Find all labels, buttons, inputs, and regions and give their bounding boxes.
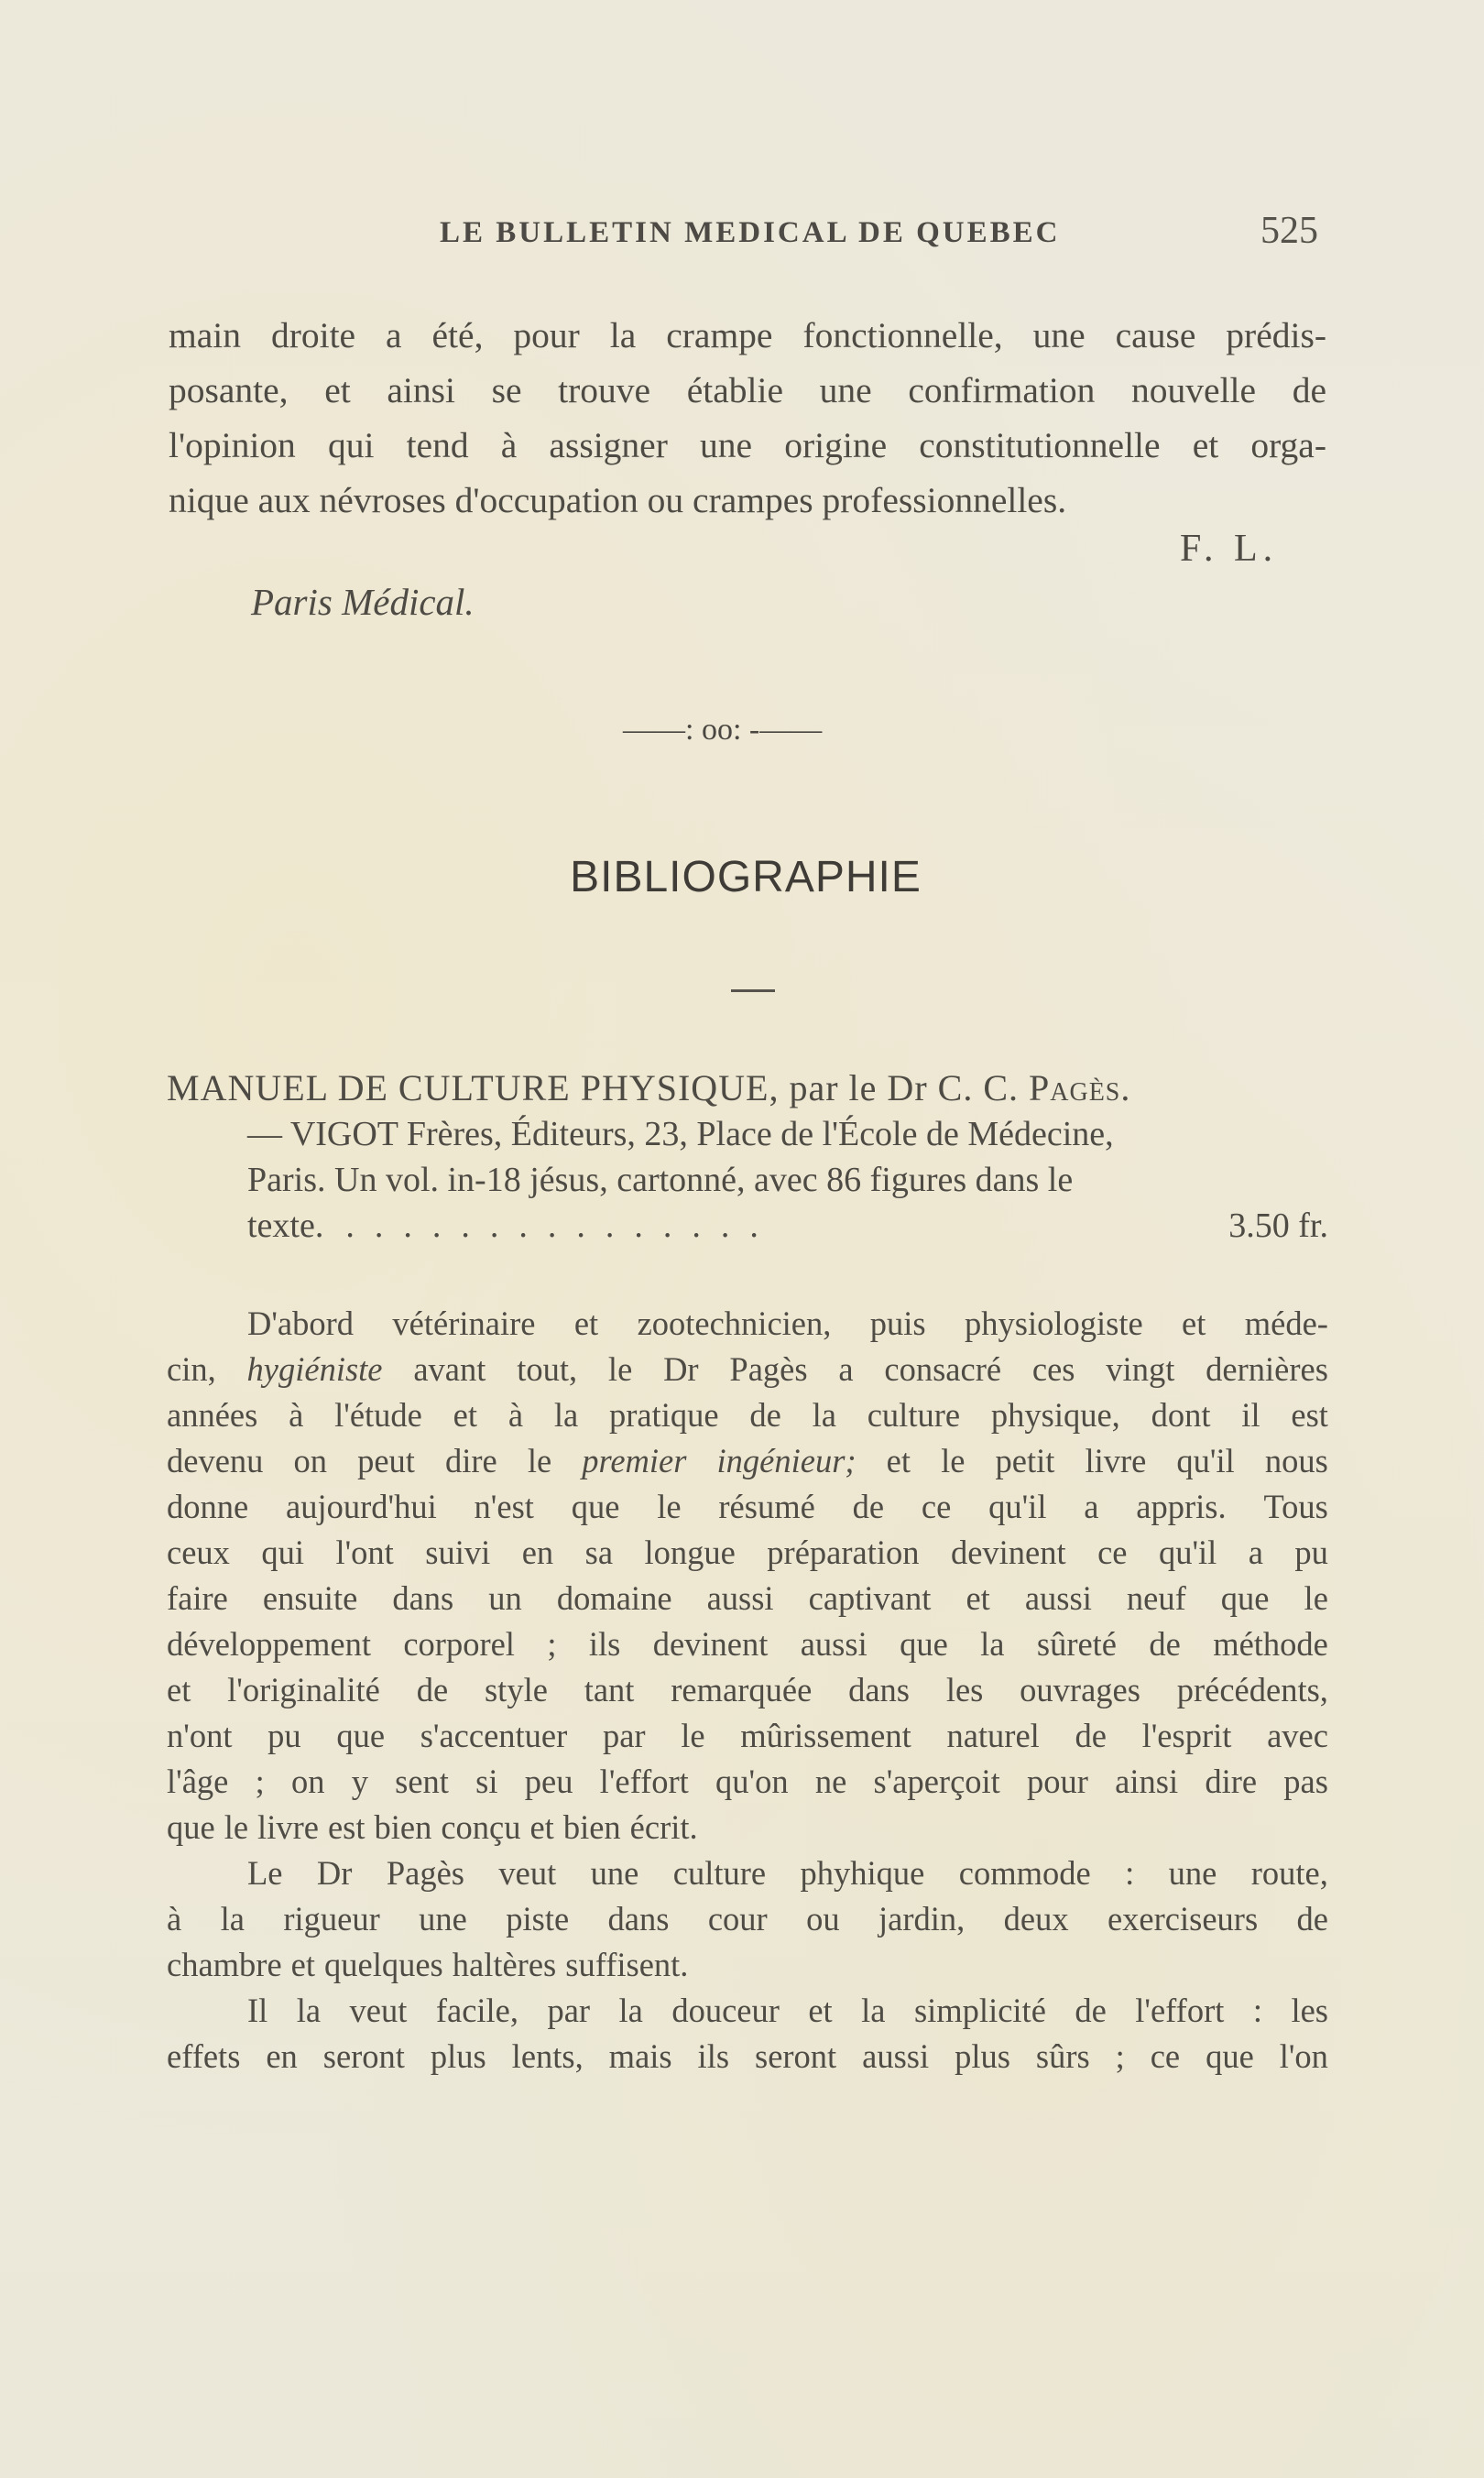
review-line: années à l'étude et à la pratique de la culture physique, dont il est xyxy=(167,1396,1328,1434)
review-line: développement corporel ; ils devinent aussi que la sûreté de méthode xyxy=(167,1625,1328,1663)
section-divider: ——: oo: -—— xyxy=(623,713,823,747)
running-head xyxy=(0,209,1484,264)
entry-line: Paris. Un vol. in-18 jésus, cartonné, avec 86 figures dans le xyxy=(247,1161,1074,1199)
entry-text: texte. xyxy=(247,1206,324,1245)
review-line: devenu on peut dire le premier ingénieur; et le petit livre qu'il nous xyxy=(167,1442,1328,1479)
page-number: 525 xyxy=(1260,210,1318,252)
section-title: BIBLIOGRAPHIE xyxy=(570,853,922,901)
entry-line xyxy=(167,1203,1328,1249)
review-line: n'ont pu que s'accentuer par le mûrissement naturel de l'esprit avec xyxy=(167,1717,1328,1754)
text-line: nique aux névroses d'occupation ou crampes professionnelles. xyxy=(169,480,1067,520)
signature: F. L. xyxy=(1180,528,1279,570)
book-author: Pagès. xyxy=(1029,1067,1131,1108)
review-line: et l'originalité de style tant remarquée dans les ouvrages précédents, xyxy=(167,1671,1328,1708)
review-line: donne aujourd'hui n'est que le résumé de ce qu'il a appris. Tous xyxy=(167,1488,1328,1525)
review-line: l'âge ; on y sent si peu l'effort qu'on ne s'aperçoit pour ainsi dire pas xyxy=(167,1763,1328,1800)
review-line: chambre et quelques haltères suffisent. xyxy=(167,1946,689,1983)
text-line: l'opinion qui tend à assigner une origine constitutionnelle et orga- xyxy=(169,425,1326,465)
review-line: cin, hygiéniste avant tout, le Dr Pagès a consacré ces vingt dernières xyxy=(167,1350,1328,1388)
review-text xyxy=(167,1301,1328,2080)
review-line: Le Dr Pagès veut une culture phyhique commode : une route, xyxy=(247,1854,1328,1892)
entry-line: — VIGOT Frères, Éditeurs, 23, Place de l'École de Médecine, xyxy=(247,1115,1114,1153)
source-citation: Paris Médical. xyxy=(251,581,475,623)
review-line: à la rigueur une piste dans cour ou jardin, deux exerciseurs de xyxy=(167,1900,1328,1938)
review-line: Il la veut facile, par la douceur et la simplicité de l'effort : les xyxy=(247,1992,1328,2029)
review-line: que le livre est bien conçu et bien écrit. xyxy=(167,1808,698,1846)
title-rule xyxy=(731,989,775,992)
text-line: posante, et ainsi se trouve établie une confirmation nouvelle de xyxy=(169,370,1326,410)
entry-line xyxy=(167,1065,1328,1111)
book-title: MANUEL DE CULTURE PHYSIQUE, par le Dr C. C. xyxy=(167,1067,1019,1108)
previous-article-text xyxy=(169,308,1326,528)
review-line: effets en seront plus lents, mais ils seront aussi plus sûrs ; ce que l'on xyxy=(167,2037,1328,2075)
book-price: 3.50 fr. xyxy=(1228,1206,1328,1245)
review-line: D'abord vétérinaire et zootechnicien, puis physiologiste et méde- xyxy=(247,1304,1328,1342)
dot-leaders: ............... xyxy=(345,1206,779,1245)
running-title: LE BULLETIN MEDICAL DE QUEBEC xyxy=(440,216,1061,249)
text-line: main droite a été, pour la crampe fonctionnelle, une cause prédis- xyxy=(169,315,1326,355)
bibliography-entry xyxy=(167,1065,1328,1249)
review-line: faire ensuite dans un domaine aussi captivant et aussi neuf que le xyxy=(167,1579,1328,1617)
review-line: ceux qui l'ont suivi en sa longue préparation devinent ce qu'il a pu xyxy=(167,1534,1328,1571)
